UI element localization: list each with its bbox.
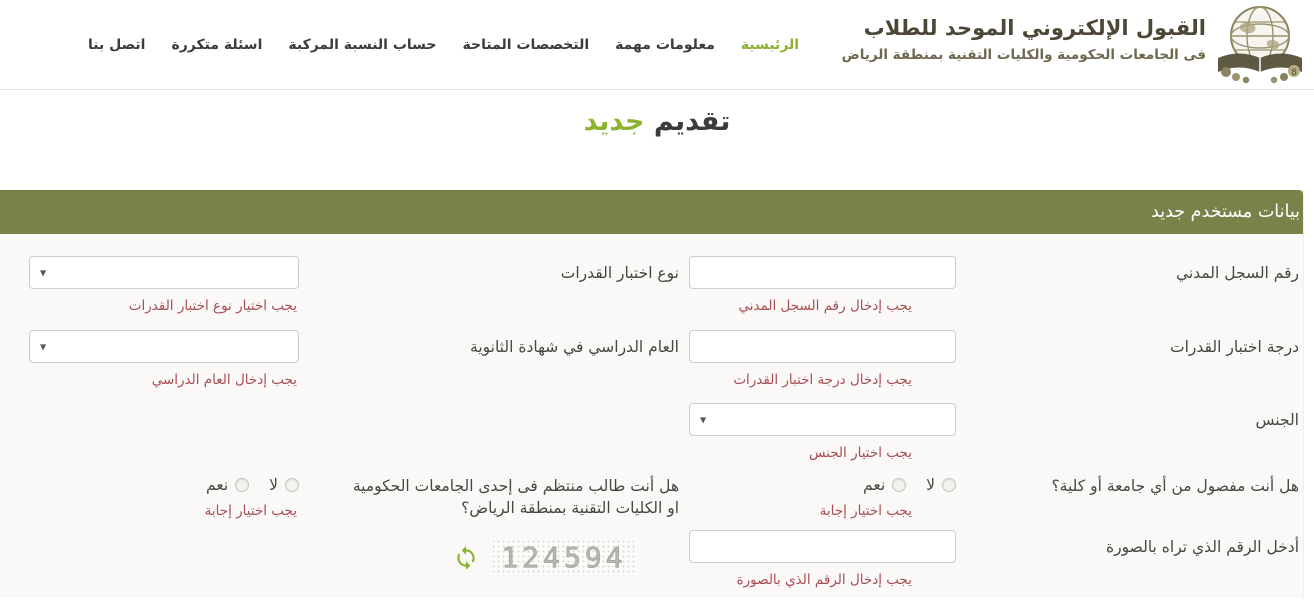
civil-id-error: يجب إدخال رقم السجل المدني: [738, 298, 912, 314]
gender-label: الجنس: [1255, 411, 1299, 429]
regular-student-yes-label: نعم: [206, 476, 229, 494]
captcha-field: [689, 530, 956, 588]
page-title-part1: تقديم: [653, 106, 731, 137]
civil-id-label: رقم السجل المدني: [1175, 264, 1299, 282]
regular-student-no-radio[interactable]: [285, 478, 299, 492]
captcha-label: أدخل الرقم الذي تراه بالصورة: [1106, 537, 1299, 556]
nav-item-important-info[interactable]: معلومات مهمة: [615, 37, 715, 53]
dismissed-no-label: لا: [926, 476, 935, 494]
captcha-input[interactable]: [689, 530, 956, 563]
civil-id-field: [689, 256, 956, 314]
dismissed-option-no: [926, 476, 956, 494]
dismissed-field: [689, 469, 956, 520]
aptitude-score-label: درجة اختبار القدرات: [1170, 338, 1299, 356]
refresh-icon: [453, 545, 479, 571]
gender-field: [689, 403, 956, 461]
regular-student-yes-radio[interactable]: [235, 478, 249, 492]
dismissed-yes-radio[interactable]: [892, 478, 906, 492]
nav-item-composite-score-calc[interactable]: حساب النسبة المركبة: [288, 37, 437, 53]
academic-year-label: العام الدراسي في شهادة الثانوية: [470, 338, 679, 356]
form-row-4: [0, 469, 1303, 520]
logo-globe-icon: [1212, 2, 1308, 86]
aptitude-type-select[interactable]: [29, 256, 299, 289]
form-row-2: [0, 330, 1303, 388]
academic-year-error: يجب إدخال العام الدراسي: [151, 372, 297, 388]
regular-student-option-yes: [206, 476, 249, 494]
dismissed-option-yes: [863, 476, 906, 494]
captcha-widget: [299, 528, 689, 588]
chevron-down-icon: ▼: [700, 415, 707, 424]
new-user-panel: [0, 190, 1304, 598]
aptitude-type-error: يجب اختيار نوع اختبار القدرات: [128, 298, 297, 314]
chevron-down-icon: ▼: [40, 268, 47, 277]
main-nav: [88, 0, 799, 90]
regular-student-field: [29, 469, 299, 520]
brand-text-block: [842, 16, 1206, 63]
gender-error: يجب اختيار الجنس: [808, 445, 912, 461]
academic-year-field: [29, 330, 299, 388]
brand-title: القبول الإلكتروني الموحد للطلاب: [863, 16, 1206, 40]
nav-item-faq[interactable]: اسئلة متكررة: [171, 37, 263, 53]
aptitude-score-field: [689, 330, 956, 388]
captcha-refresh-button[interactable]: [451, 543, 481, 573]
aptitude-score-input[interactable]: [689, 330, 956, 363]
chevron-down-icon: ▼: [40, 342, 47, 351]
aptitude-type-field: [29, 256, 299, 314]
civil-id-input[interactable]: [689, 256, 956, 289]
dismissed-radio-group: [689, 469, 956, 494]
page-title-part2: جديد: [583, 106, 645, 137]
dismissed-no-radio[interactable]: [942, 478, 956, 492]
nav-item-home[interactable]: الرئيسية: [740, 37, 800, 53]
nav-item-contact-us[interactable]: اتصل بنا: [88, 37, 146, 53]
dismissed-label: هل أنت مفصول من أي جامعة أو كلية؟: [1051, 477, 1299, 495]
svg-text:8: 8: [1291, 68, 1297, 78]
captcha-error: يجب إدخال الرقم الذي بالصورة: [736, 571, 912, 588]
captcha-image: 124594: [491, 539, 637, 576]
form-row-5: [0, 530, 1303, 588]
site-logo: [1212, 2, 1308, 86]
gender-select[interactable]: [689, 403, 956, 436]
form-row-3: [0, 403, 1303, 461]
page-title: [0, 106, 1314, 137]
regular-student-label: هل أنت طالب منتظم فى إحدى الجامعات الحكومية او الكليات التقنية بمنطقة الرياض؟: [352, 477, 679, 518]
regular-student-option-no: [269, 476, 299, 494]
dismissed-yes-label: نعم: [863, 476, 886, 494]
brand-subtitle: فى الجامعات الحكومية والكليات التقنية بمنطقة الرياض: [841, 47, 1206, 63]
dismissed-error: يجب اختيار إجابة: [819, 503, 912, 519]
regular-student-radio-group: [29, 469, 299, 494]
regular-student-no-label: لا: [269, 476, 278, 494]
regular-student-error: يجب اختيار إجابة: [204, 503, 297, 519]
form-row-1: [0, 256, 1303, 314]
academic-year-select[interactable]: [29, 330, 299, 363]
section-header: بيانات مستخدم جديد: [0, 190, 1303, 234]
nav-item-available-majors[interactable]: التخصصات المتاحة: [462, 37, 590, 53]
header: [0, 0, 1314, 90]
aptitude-score-error: يجب إدخال درجة اختبار القدرات: [733, 372, 912, 388]
aptitude-type-label: نوع اختبار القدرات: [560, 264, 679, 282]
